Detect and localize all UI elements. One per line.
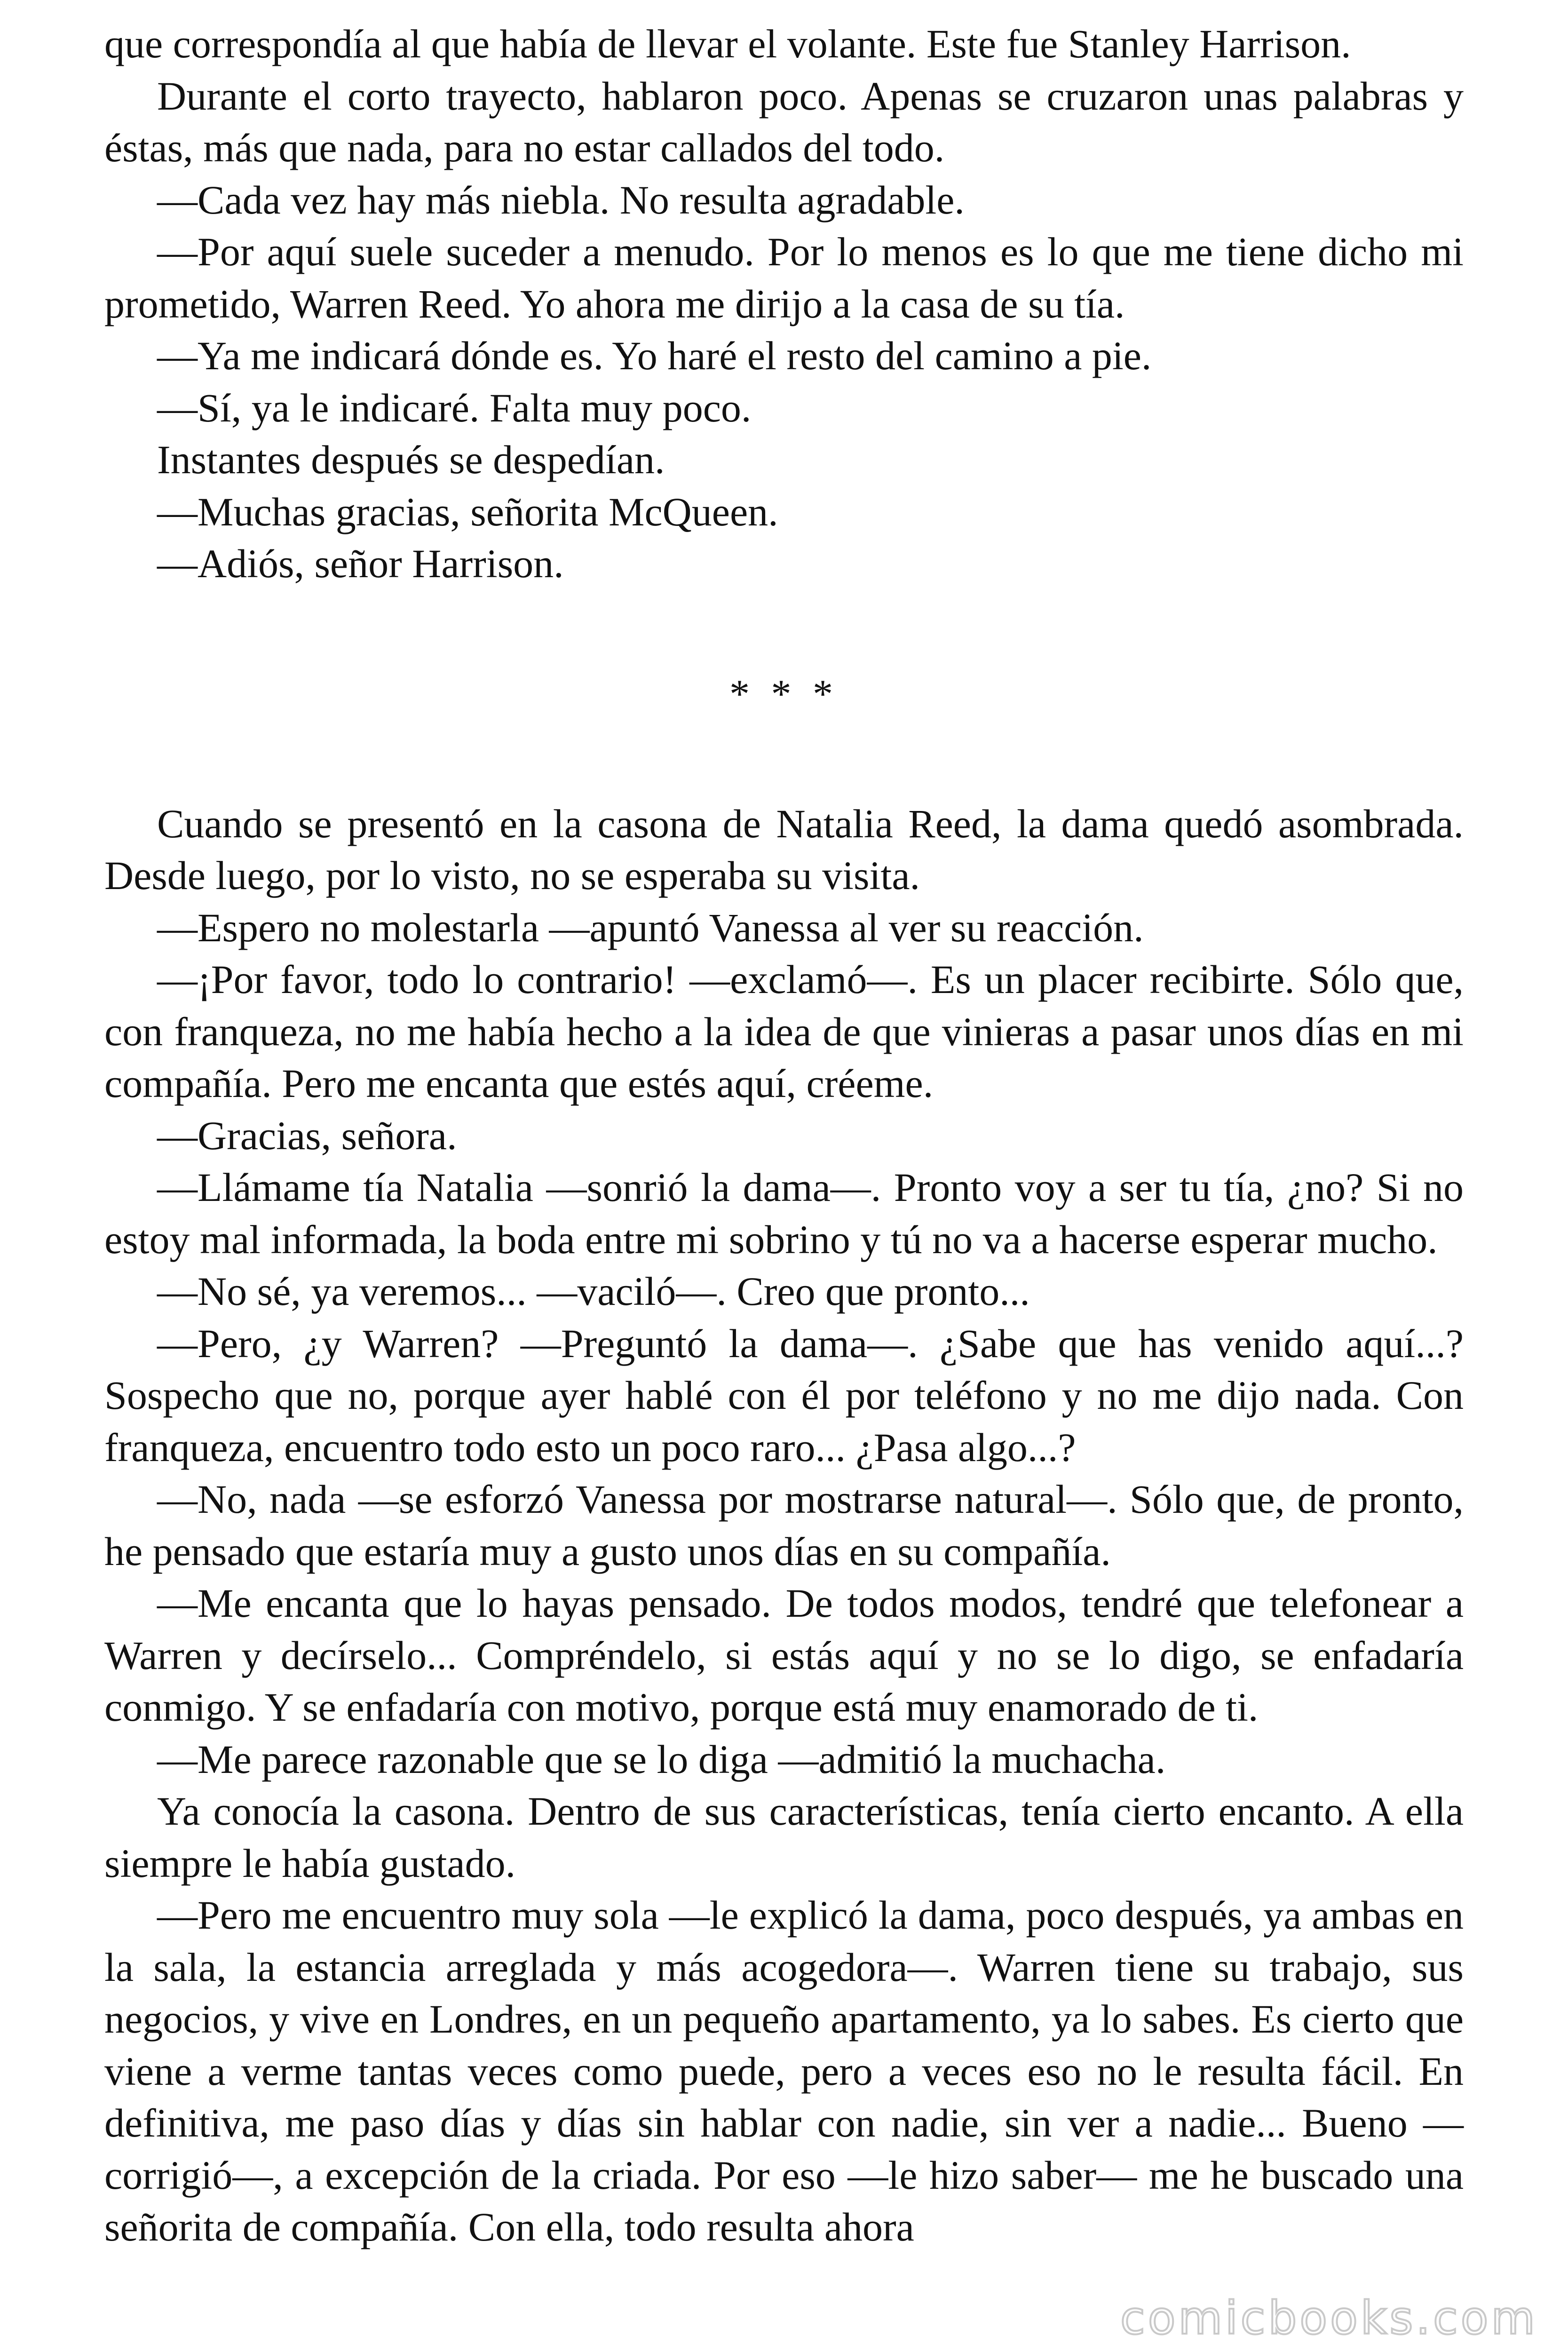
paragraph: —No, nada —se esforzó Vanessa por mostrarse natural—. Sólo que, de pronto, he pensado que estaría muy a gusto unos días en su compañía. bbox=[104, 1477, 1464, 1574]
paragraph: —Sí, ya le indicaré. Falta muy poco. bbox=[157, 385, 752, 430]
paragraph: —Cada vez hay más niebla. No resulta agradable. bbox=[157, 177, 965, 222]
paragraph: Ya conocía la casona. Dentro de sus características, tenía cierto encanto. A ella siempre le había gustado. bbox=[104, 1788, 1464, 1886]
paragraph: Durante el corto trayecto, hablaron poco. Apenas se cruzaron unas palabras y éstas, más que nada, para no estar callados del todo. bbox=[104, 73, 1464, 170]
paragraph: —¡Por favor, todo lo contrario! —exclamó—. Es un placer recibirte. Sólo que, con franqueza, no me había hecho a la idea de que vinieras a pasar unos días en mi compañía. Pero me encanta que estés aquí, créeme. bbox=[104, 957, 1464, 1106]
paragraph: —Por aquí suele suceder a menudo. Por lo menos es lo que me tiene dicho mi prometido, Warren Reed. Yo ahora me dirijo a la casa de su tía. bbox=[104, 229, 1464, 326]
paragraph: —Adiós, señor Harrison. bbox=[157, 541, 564, 586]
paragraph: —Espero no molestarla —apuntó Vanessa al ver su reacción. bbox=[157, 905, 1144, 950]
paragraph: —Me encanta que lo hayas pensado. De todos modos, tendré que telefonear a Warren y decírselo... Compréndelo, si estás aquí y no se lo digo, se enfadaría conmigo. Y se enfadaría con motivo, porque está muy enamorado de ti. bbox=[104, 1581, 1464, 1730]
paragraph: —Pero me encuentro muy sola —le explicó la dama, poco después, ya ambas en la sala, la estancia arreglada y más acogedora—. Warren tiene su trabajo, sus negocios, y vive en Londres, en un pequeño apartamento, ya lo sabes. Es cierto que viene a verme tantas veces como puede, pero a veces eso no le resulta fácil. En definitiva, me paso días y días sin hablar con nadie, sin ver a nadie... Bueno —corrigió—, a excepción de la criada. Por eso —le hizo saber— me he buscado una señorita de compañía. Con ella, todo resulta ahora bbox=[104, 1892, 1464, 2249]
paragraph: —Ya me indicará dónde es. Yo haré el resto del camino a pie. bbox=[157, 333, 1152, 378]
paragraph: —Pero, ¿y Warren? —Preguntó la dama—. ¿Sabe que has venido aquí...? Sospecho que no, porque ayer hablé con él por teléfono y no me dijo nada. Con franqueza, encuentro todo esto un poco raro... ¿Pasa algo...? bbox=[104, 1320, 1464, 1470]
section-break: * * * bbox=[729, 671, 839, 716]
paragraph: —Muchas gracias, señorita McQueen. bbox=[157, 489, 778, 534]
paragraph: que correspondía al que había de llevar el volante. Este fue Stanley Harrison. bbox=[104, 21, 1351, 66]
paragraph: —Me parece razonable que se lo diga —admitió la muchacha. bbox=[157, 1736, 1166, 1782]
text-before-break bbox=[104, 18, 1464, 590]
watermark: comicbooks.com bbox=[1120, 2292, 1538, 2344]
paragraph: —Llámame tía Natalia —sonrió la dama—. Pronto voy a ser tu tía, ¿no? Si no estoy mal informada, la boda entre mi sobrino y tú no va a hacerse esperar mucho. bbox=[104, 1165, 1464, 1262]
paragraph: Cuando se presentó en la casona de Natalia Reed, la dama quedó asombrada. Desde luego, por lo visto, no se esperaba su visita. bbox=[104, 801, 1464, 898]
paragraph: Instantes después se despedían. bbox=[157, 437, 665, 482]
paragraph: —No sé, ya veremos... —vaciló—. Creo que pronto... bbox=[157, 1269, 1030, 1314]
text-after-break bbox=[104, 798, 1464, 2253]
paragraph: —Gracias, señora. bbox=[157, 1112, 457, 1158]
